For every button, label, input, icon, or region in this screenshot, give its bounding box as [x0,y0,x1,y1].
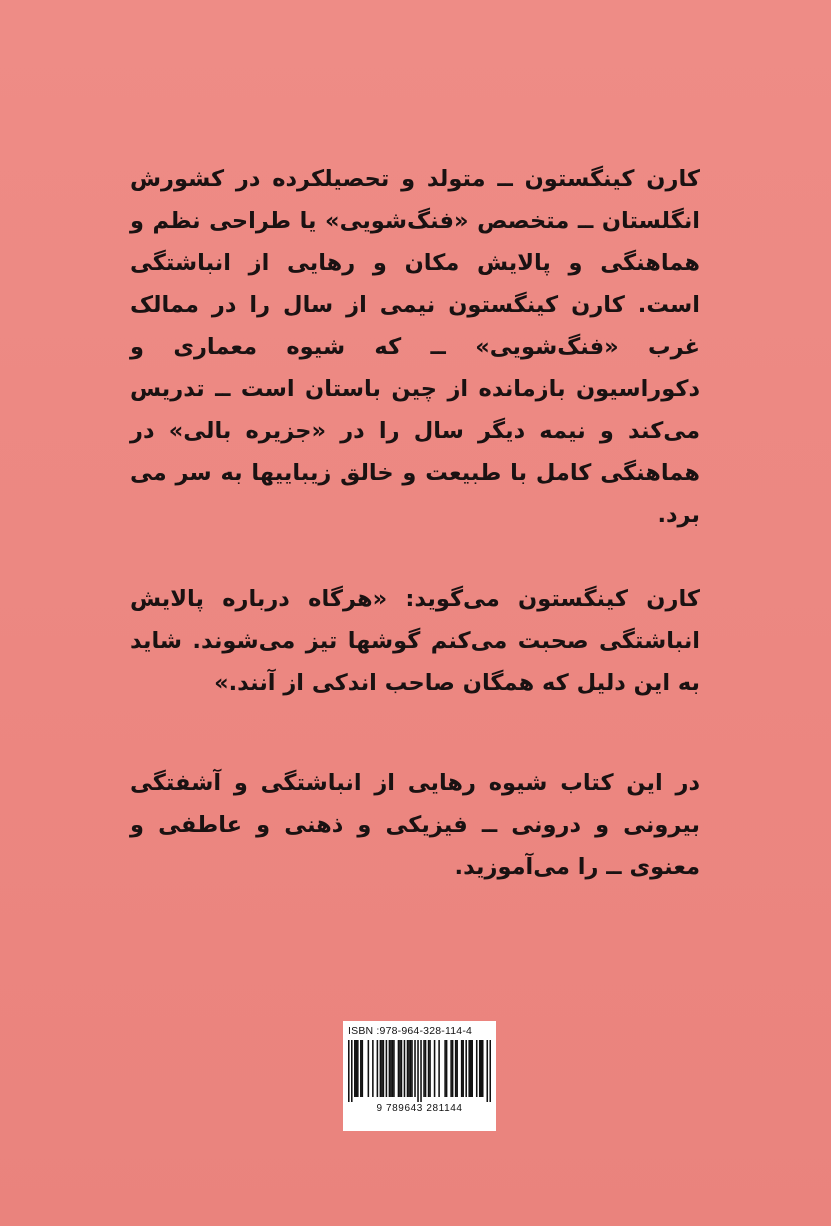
barcode-bar [348,1040,350,1102]
barcode-bar [444,1040,446,1097]
barcode-bar [404,1040,406,1097]
barcode-bar [434,1040,436,1097]
barcode-bar [381,1040,383,1097]
barcode-bar [489,1040,491,1102]
barcode-bar [452,1040,454,1097]
barcode-bar [450,1040,452,1097]
barcode-bar [399,1040,401,1097]
barcode-bar [462,1040,464,1097]
barcode-bar [429,1040,431,1097]
barcode-bar [368,1040,370,1097]
barcode-bar [351,1040,353,1102]
barcode-bar [461,1040,463,1097]
barcode-bar [471,1040,473,1097]
blurb-text [130,158,700,888]
barcode-bar [356,1040,358,1097]
barcode-bar [480,1040,482,1097]
barcode-bar [470,1040,472,1097]
blurb-paragraph-book-summary: در این کتاب شیوه رهایی از انباشتگی و آشفتگی بیرونی و درونی ــ فیزیکی و ذهنی و عاطفی و معنوی ــ را می‌آموزید. [130,770,700,880]
barcode-bar [398,1040,400,1097]
barcode-bar [420,1040,422,1102]
barcode-bar [393,1040,395,1097]
barcode-bars [348,1040,491,1102]
barcode-bar [479,1040,481,1097]
barcode-bar [392,1040,394,1097]
barcode-bar [377,1040,379,1097]
barcode-bar [465,1040,467,1097]
barcode-bar [408,1040,410,1097]
barcode-bar [362,1040,364,1097]
barcode-bar [423,1040,425,1097]
barcode-bar [386,1040,388,1097]
barcode-bar [411,1040,413,1097]
blurb-paragraph-author-bio: کارن کینگستون ــ متولد و تحصیلکرده در کشورش انگلستان ــ متخصص «فنگ‌شویی» یا طراحی نظم و هماهنگی و پالایش مکان و رهایی از انباشتگی است. کارن کینگستون نیمی از سال را در ممالک غرب «فنگ‌شویی» ــ که شیوه معماری و دکوراسیون بازمانده از چین باستان است ــ تدریس می‌کند و نیمه دیگر سال را در «جزیره بالی» در هماهنگی کامل با طبیعت و خالق زیباییها به سر می برد. [130,166,700,528]
barcode-bar [360,1040,362,1097]
barcode-bar [354,1040,356,1097]
barcode-bar [372,1040,374,1097]
barcode-bar [456,1040,458,1097]
barcode-bar [357,1040,359,1097]
barcode-bar [468,1040,470,1097]
barcode-bar [482,1040,484,1097]
ean-digits: 9 789643 281144 [376,1103,463,1114]
barcode-bar [383,1040,385,1097]
barcode-bar [486,1040,488,1102]
barcode-bar [476,1040,478,1097]
barcode-bar [401,1040,403,1097]
isbn-barcode [343,1021,496,1131]
barcode-bar [438,1040,440,1097]
barcode-bar [446,1040,448,1097]
barcode-bar [390,1040,392,1097]
barcode-bar [414,1040,416,1097]
barcode-bar [425,1040,427,1097]
isbn-label: ISBN :978-964-328-114-4 [348,1025,473,1037]
blurb-paragraph-quote: کارن کینگستون می‌گوید: «هرگاه درباره پالایش انباشتگی صحبت می‌کنم گوشها تیز می‌شوند. شاید به این دلیل که همگان صاحب اندکی از آنند.» [130,586,700,696]
barcode-bar [407,1040,409,1097]
barcode-bar [380,1040,382,1097]
barcode-bar [389,1040,391,1097]
barcode-bar [455,1040,457,1097]
barcode-bar [410,1040,412,1097]
barcode-bar [428,1040,430,1097]
barcode-bar [417,1040,419,1102]
